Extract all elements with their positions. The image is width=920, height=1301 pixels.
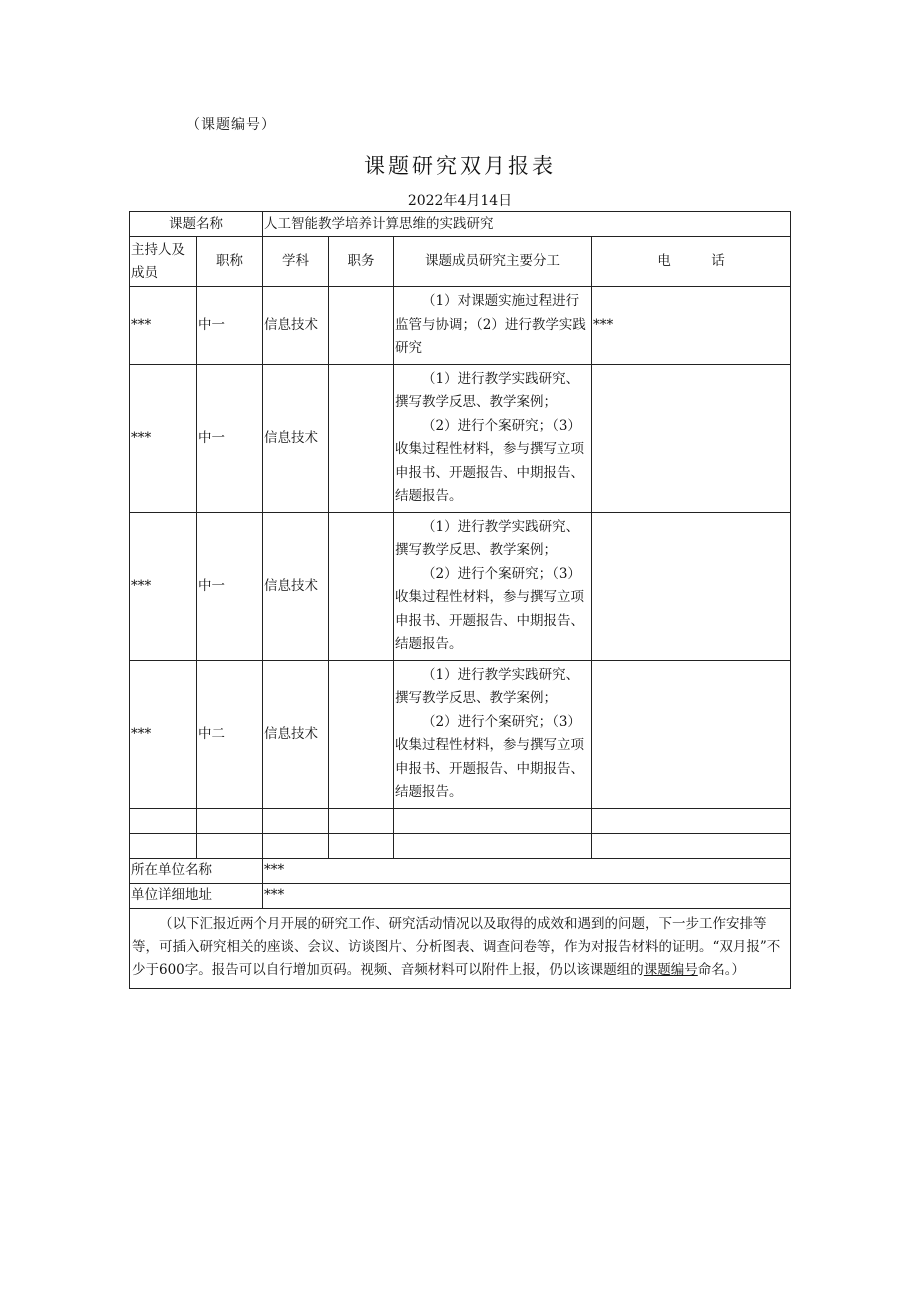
column-header-row (130, 237, 791, 287)
member-name: *** (130, 512, 197, 660)
unit-address-row (130, 883, 791, 908)
column-title: 职称 (197, 237, 263, 287)
member-row (130, 660, 791, 808)
unit-name-label: 所在单位名称 (130, 858, 263, 883)
member-position (329, 364, 394, 512)
member-subject: 信息技术 (263, 512, 329, 660)
note-underlined-code: 课题编号 (643, 961, 698, 978)
member-duty (394, 364, 592, 512)
member-phone (592, 512, 791, 660)
topic-code-label: （课题编号） (186, 117, 276, 133)
unit-address-value: *** (263, 883, 791, 908)
duty-paragraph: （2）进行个案研究；（3）收集过程性材料，参与撰写立项申报书、开题报告、中期报告、结题报告。 (395, 713, 584, 800)
topic-value: 人工智能教学培养计算思维的实践研究 (263, 212, 791, 237)
member-row (130, 287, 791, 365)
duty-paragraph: （1）进行教学实践研究、撰写教学反思、教学案例； (395, 666, 580, 706)
note-row (130, 908, 791, 988)
empty-row (130, 808, 791, 833)
member-subject: 信息技术 (263, 660, 329, 808)
member-subject: 信息技术 (263, 287, 329, 365)
topic-label: 课题名称 (130, 212, 263, 237)
member-name: *** (130, 364, 197, 512)
unit-address-label: 单位详细地址 (130, 883, 263, 908)
member-row (130, 364, 791, 512)
duty-paragraph: （1）对课题实施过程进行监管与协调；（2）进行教学实践研究 (395, 293, 586, 356)
duty-paragraph: （2）进行个案研究；（3）收集过程性材料，参与撰写立项申报书、开题报告、中期报告、结题报告。 (395, 417, 584, 504)
member-duty (394, 512, 592, 660)
member-position (329, 660, 394, 808)
member-phone (592, 660, 791, 808)
member-title: 中二 (197, 660, 263, 808)
column-position: 职务 (329, 237, 394, 287)
column-member: 主持人及成员 (130, 237, 197, 287)
member-duty (394, 660, 592, 808)
member-row (130, 512, 791, 660)
duty-paragraph: （1）进行教学实践研究、撰写教学反思、教学案例； (395, 518, 580, 558)
duty-paragraph: （1）进行教学实践研究、撰写教学反思、教学案例； (395, 370, 580, 410)
duty-paragraph: （2）进行个案研究；（3）收集过程性材料，参与撰写立项申报书、开题报告、中期报告、结题报告。 (395, 565, 584, 652)
report-table (129, 211, 791, 989)
topic-row (130, 212, 791, 237)
member-phone: *** (592, 287, 791, 365)
page-title: 课题研究双月报表 (364, 154, 556, 178)
column-subject: 学科 (263, 237, 329, 287)
member-phone (592, 364, 791, 512)
unit-name-value: *** (263, 858, 791, 883)
member-subject: 信息技术 (263, 364, 329, 512)
member-name: *** (130, 660, 197, 808)
column-duty: 课题成员研究主要分工 (394, 237, 592, 287)
unit-name-row (130, 858, 791, 883)
member-title: 中一 (197, 287, 263, 365)
empty-row (130, 833, 791, 858)
instruction-note (130, 908, 791, 988)
member-duty (394, 287, 592, 365)
note-text: （以下汇报近两个月开展的研究工作、研究活动情况以及取得的成效和遇到的问题，下一步工作安排等等，可插入研究相关的座谈、会议、访谈图片、分析图表、调查问卷等，作为对报告材料的证明。“双月报”不少于600字。报告可以自行增加页码。视频、音频材料可以附件上报，仍以该课题组的 (132, 915, 781, 978)
member-name: *** (130, 287, 197, 365)
member-position (329, 512, 394, 660)
member-position (329, 287, 394, 365)
column-phone: 电 话 (592, 237, 791, 287)
member-title: 中一 (197, 364, 263, 512)
member-title: 中一 (197, 512, 263, 660)
report-date: 2022年4月14日 (407, 193, 513, 209)
note-text-end: 命名。） (697, 961, 746, 978)
